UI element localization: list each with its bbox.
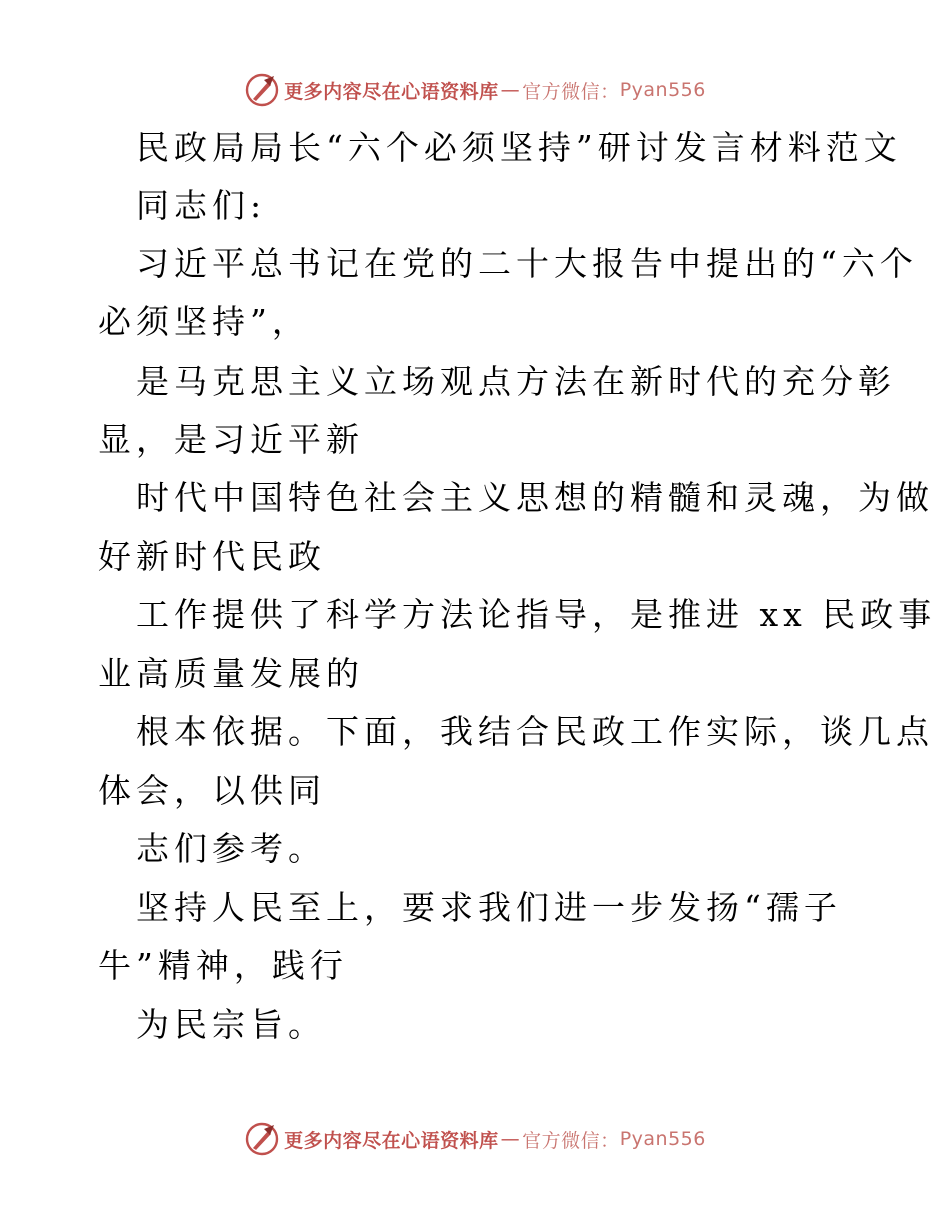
paragraph-line: 坚持人民至上，要求我们进一步发扬“孺子 <box>136 888 842 927</box>
banner-main-text: 更多内容尽在心语资料库 <box>284 80 499 103</box>
banner-wechat-id: Pyan556 <box>619 1128 706 1150</box>
footer-banner <box>0 1119 950 1159</box>
banner-main-text: 更多内容尽在心语资料库 <box>284 1129 499 1152</box>
paragraph-line: 是马克思主义立场观点方法在新时代的充分彰 <box>136 362 896 401</box>
paragraph-line: 体会，以供同 <box>98 771 326 810</box>
paragraph-line: 习近平总书记在党的二十大报告中提出的“六个 <box>136 244 918 283</box>
paragraph-line: 必须坚持”， <box>98 302 310 341</box>
banner-sub-text: 官方微信： <box>522 80 620 103</box>
paragraph-line: 好新时代民政 <box>98 537 326 576</box>
banner-sub-text: 官方微信： <box>522 1129 620 1152</box>
paragraph-line: 志们参考。 <box>136 829 326 868</box>
document-title: 民政局局长“六个必须坚持”研讨发言材料范文 <box>136 128 902 167</box>
quill-pen-logo-icon <box>244 72 280 108</box>
paragraph-line: 为民宗旨。 <box>136 1005 326 1044</box>
paragraph-line: 业高质量发展的 <box>98 654 364 693</box>
header-banner <box>0 70 950 110</box>
paragraph-line: 根本依据。下面，我结合民政工作实际，谈几点 <box>136 712 934 751</box>
quill-pen-logo-icon <box>244 1121 280 1157</box>
paragraph-line: 显，是习近平新 <box>98 420 364 459</box>
banner-dash: — <box>500 1128 521 1150</box>
paragraph-line: 牛”精神，践行 <box>98 946 348 985</box>
paragraph-line: 工作提供了科学方法论指导，是推进 xx 民政事 <box>136 595 937 634</box>
paragraph-line: 时代中国特色社会主义思想的精髓和灵魂，为做 <box>136 478 934 517</box>
banner-dash: — <box>500 79 521 101</box>
banner-wechat-id: Pyan556 <box>619 79 706 101</box>
salutation: 同志们: <box>136 186 267 225</box>
